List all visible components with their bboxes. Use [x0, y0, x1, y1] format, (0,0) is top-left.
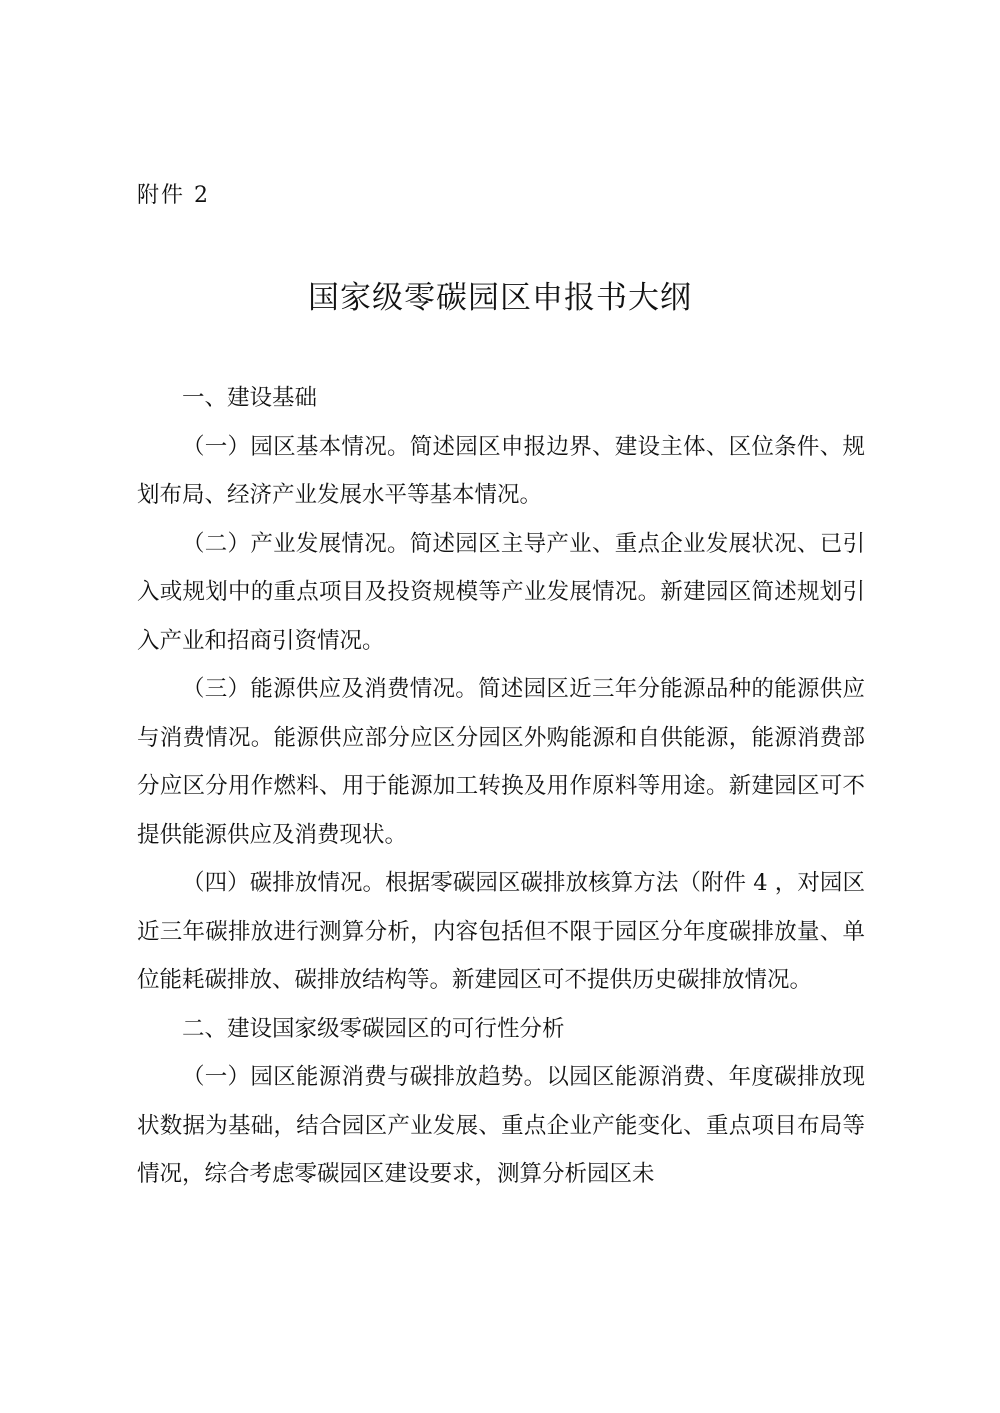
attachment-label: 附件 2: [137, 183, 210, 208]
section-heading-construction-basis: 一、建设基础: [182, 385, 318, 411]
paragraph-carbon-emissions: （四）碳排放情况。根据零碳园区碳排放核算方法（附件 4 ，对园区近三年碳排放进行测算分析，内容包括但不限于园区分年度碳排放量、单位能耗碳排放、碳排放结构等。新建园区可不提供历史碳排放情况。: [137, 870, 865, 993]
paragraph-park-basic-info: （一）园区基本情况。简述园区申报边界、建设主体、区位条件、规划布局、经济产业发展水平等基本情况。: [137, 433, 865, 508]
document-body: [137, 374, 865, 1199]
section-heading-feasibility-analysis: 二、建设国家级零碳园区的可行性分析: [182, 1015, 565, 1042]
paragraph-energy-carbon-trend: （一）园区能源消费与碳排放趋势。以园区能源消费、年度碳排放现状数据为基础，结合园区产业发展、重点企业产能变化、重点项目布局等情况，综合考虑零碳园区建设要求，测算分析园区未: [137, 1064, 865, 1187]
paragraph-industry-development: （二）产业发展情况。简述园区主导产业、重点企业发展状况、已引入或规划中的重点项目及投资规模等产业发展情况。新建园区简述规划引入产业和招商引资情况。: [137, 530, 865, 654]
document-title: 国家级零碳园区申报书大纲: [308, 280, 692, 316]
paragraph-energy-supply-consumption: （三）能源供应及消费情况。简述园区近三年分能源品种的能源供应与消费情况。能源供应部分应区分园区外购能源和自供能源，能源消费部分应区分用作燃料、用于能源加工转换及用作原料等用途。新建园区可不提供能源供应及消费现状。: [137, 676, 865, 848]
